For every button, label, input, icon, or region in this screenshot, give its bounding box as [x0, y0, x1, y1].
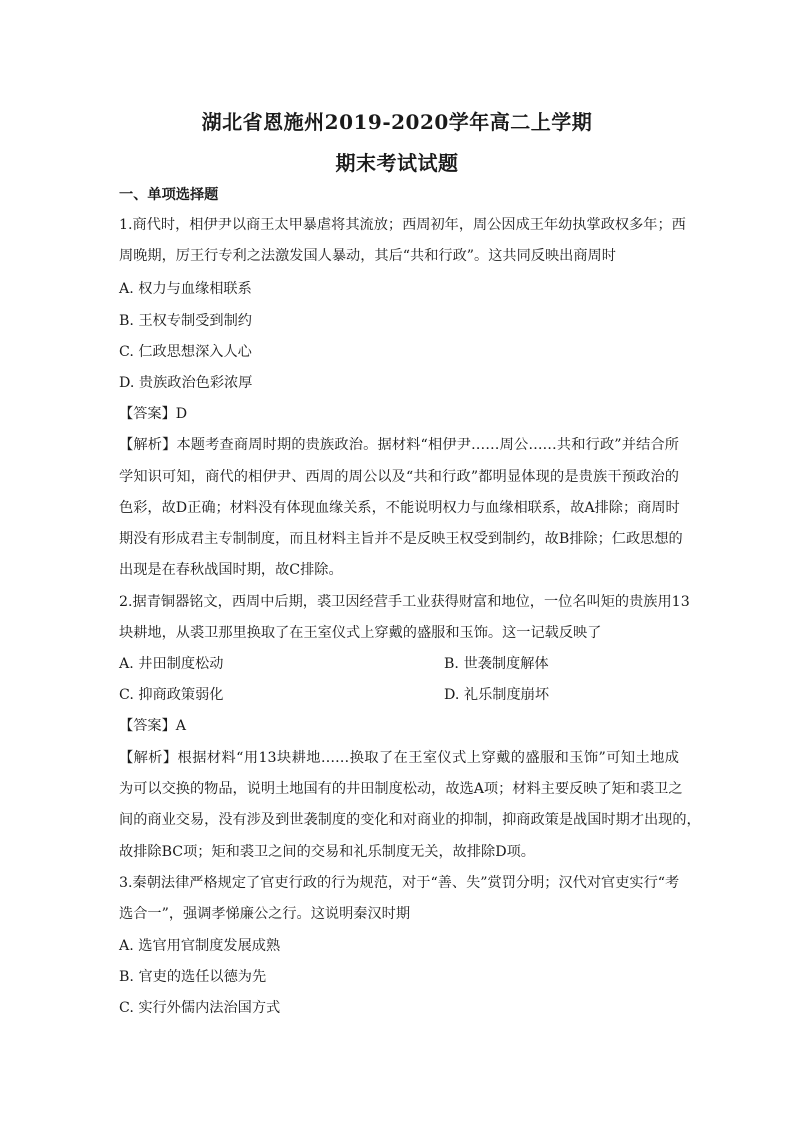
q1-analysis-line: 出现是在春秋战国时期，故C排除。: [119, 562, 343, 578]
q1-analysis-line: 期没有形成君主专制制度，而且材料主旨并不是反映王权受到制约，故B排除；仁政思想的: [119, 531, 683, 547]
q2-answer: 【答案】A: [119, 718, 186, 734]
q2-analysis-line: 间的商业交易，没有涉及到世袭制度的变化和对商业的抑制，抑商政策是战国时期才出现的，: [119, 812, 701, 828]
q2-stem-line2: 块耕地，从裘卫那里换取了在王室仪式上穿戴的盛服和玉饰。这一记载反映了: [119, 625, 602, 641]
q1-option-c: C. 仁政思想深入人心: [119, 344, 252, 360]
document-title-line2: 期末考试试题: [335, 151, 459, 175]
q1-option-a: A. 权力与血缘相联系: [119, 281, 252, 297]
q2-option-a: A. 井田制度松动: [119, 656, 224, 672]
q2-stem-line1: 2.据青铜器铭文，西周中后期，裘卫因经营手工业获得财富和地位，一位名叫矩的贵族用13: [119, 594, 690, 610]
q3-option-b: B. 官吏的选任以德为先: [119, 969, 267, 985]
q1-option-d: D. 贵族政治色彩浓厚: [119, 375, 253, 391]
document-title-line1: 湖北省恩施州2019-2020学年高二上学期: [201, 110, 593, 134]
q1-analysis-line: 学知识可知，商代的相伊尹、西周的周公以及“共和行政”都明显体现的是贵族干预政治的: [119, 469, 679, 485]
q1-option-b: B. 王权专制受到制约: [119, 313, 252, 329]
q3-option-c: C. 实行外儒内法治国方式: [119, 1000, 281, 1016]
q2-option-d: D. 礼乐制度崩坏: [444, 687, 550, 703]
q3-stem-line2: 选合一”，强调孝悌廉公之行。这说明秦汉时期: [119, 906, 411, 922]
q1-analysis-line: 【解析】本题考查商周时期的贵族政治。据材料“相伊尹……周公……共和行政”并结合所: [119, 437, 679, 453]
section-heading: 一、单项选择题: [119, 187, 219, 203]
q2-option-c: C. 抑商政策弱化: [119, 687, 224, 703]
q1-answer: 【答案】D: [119, 406, 188, 422]
q1-analysis-line: 色彩，故D正确；材料没有体现血缘关系，不能说明权力与血缘相联系，故A排除；商周时: [119, 500, 680, 516]
q2-option-b: B. 世袭制度解体: [444, 656, 549, 672]
q3-stem-line1: 3.秦朝法律严格规定了官吏行政的行为规范，对于“善、失”赏罚分明；汉代对官吏实行“考: [119, 875, 680, 891]
q3-option-a: A. 选官用官制度发展成熟: [119, 938, 281, 954]
q1-stem-line2: 周晚期，厉王行专利之法激发国人暴动，其后“共和行政”。这共同反映出商周时: [119, 248, 616, 264]
q2-analysis-line: 【解析】根据材料“用13块耕地……换取了在王室仪式上穿戴的盛服和玉饰”可知土地成: [119, 750, 679, 766]
q2-analysis-line: 为可以交换的物品，说明土地国有的井田制度松动，故选A项；材料主要反映了矩和裘卫之: [119, 781, 683, 797]
q2-analysis-line: 故排除BC项；矩和裘卫之间的交易和礼乐制度无关，故排除D项。: [119, 844, 535, 860]
q1-stem-line1: 1.商代时，相伊尹以商王太甲暴虐将其流放；西周初年，周公因成王年幼执掌政权多年；西: [119, 217, 686, 233]
